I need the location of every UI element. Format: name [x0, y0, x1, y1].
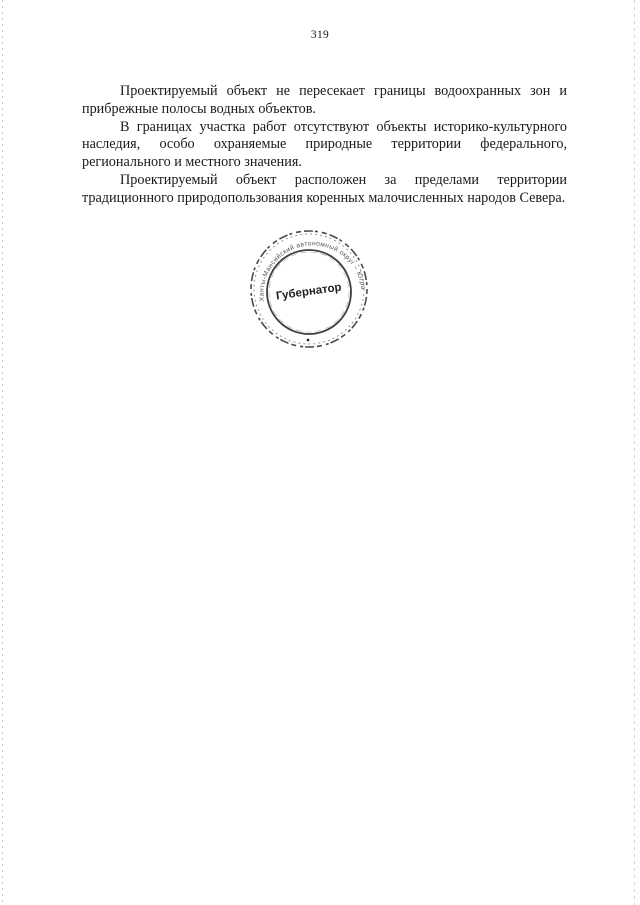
- stamp-ring-textpath: Ханты-Мансийский автономный округ – Югра: [258, 240, 367, 302]
- stamp-center-text: Губернатор: [275, 281, 343, 303]
- paragraph-heritage: В границах участка работ отсутствуют объекты историко-культурного наследия, особо охраняемые природные территории федерального, регионального и местного значения.: [82, 118, 567, 171]
- scan-edge-left: [2, 0, 3, 905]
- governor-stamp: [246, 215, 370, 351]
- stamp-bottom-dot: [307, 339, 310, 342]
- paragraph-traditional-land-use: Проектируемый объект расположен за пределами территории традиционного природопользования коренных малочисленных народов Севера.: [82, 171, 567, 206]
- page-number: 319: [310, 29, 330, 41]
- body-text: [82, 83, 567, 208]
- paragraph-water-zones: Проектируемый объект не пересекает границы водоохранных зон и прибрежные полосы водных объектов.: [82, 83, 567, 117]
- scan-edge-right: [634, 0, 635, 905]
